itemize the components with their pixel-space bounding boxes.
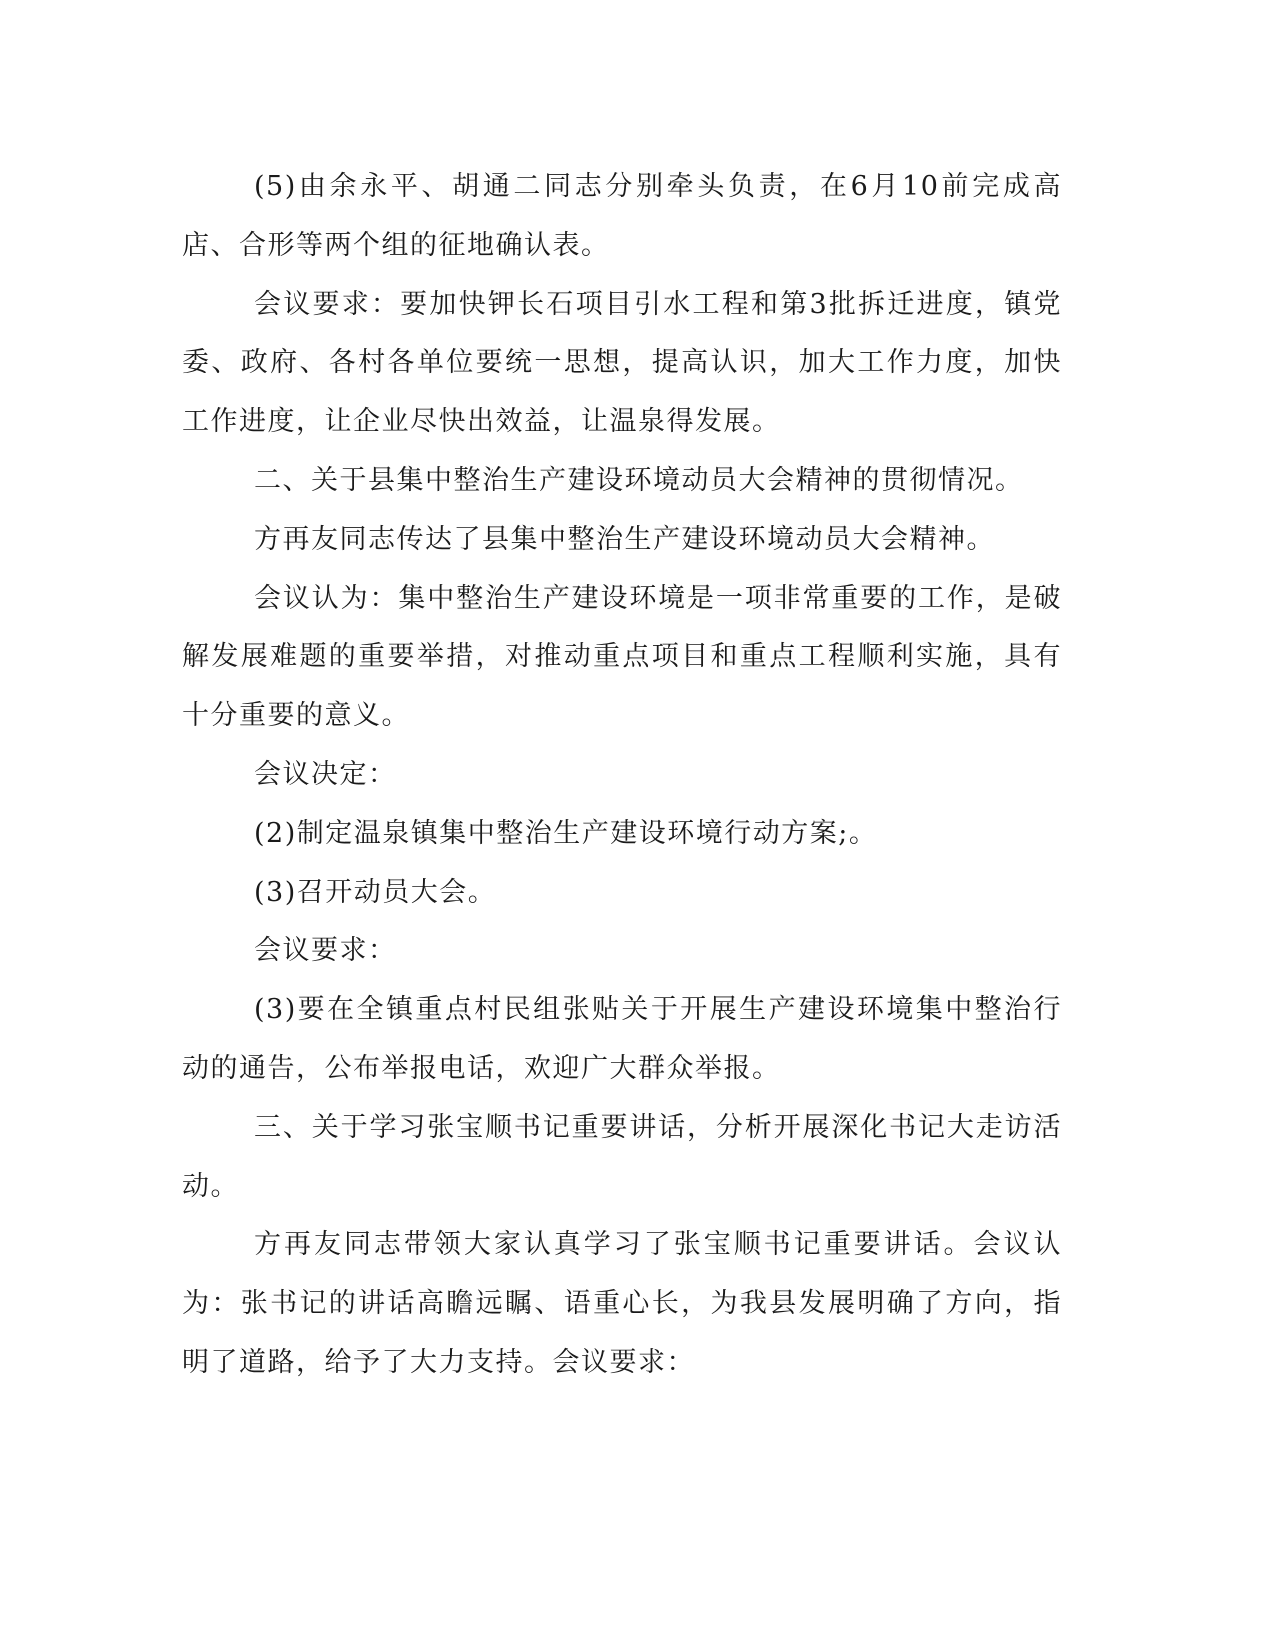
paragraph-item-5-land-confirmation: (5)由余永平、胡通二同志分别牵头负责，在6月10前完成高店、合形等两个组的征地确认表。 — [182, 171, 1062, 261]
paragraph-meeting-decision-label: 会议决定： — [254, 758, 397, 790]
paragraph-requirement-item-3: (3)要在全镇重点村民组张贴关于开展生产建设环境集中整治行动的通告，公布举报电话，欢迎广大群众举报。 — [182, 994, 1062, 1084]
paragraph-decision-item-3: (3)召开动员大会。 — [254, 876, 497, 908]
paragraph-convey-spirit: 方再友同志传达了县集中整治生产建设环境动员大会精神。 — [254, 523, 995, 555]
section-heading-two: 二、关于县集中整治生产建设环境动员大会精神的贯彻情况。 — [254, 464, 1024, 496]
paragraph-meeting-requirement-label: 会议要求： — [254, 935, 397, 967]
paragraph-meeting-opinion: 会议认为：集中整治生产建设环境是一项非常重要的工作，是破解发展难题的重要举措，对推动重点项目和重点工程顺利实施，具有十分重要的意义。 — [182, 582, 1062, 732]
section-heading-three: 三、关于学习张宝顺书记重要讲话，分析开展深化书记大走访活动。 — [182, 1111, 1062, 1202]
paragraph-meeting-requirement-progress: 会议要求：要加快钾长石项目引水工程和第3批拆迁进度，镇党委、政府、各村各单位要统一思想，提高认识，加大工作力度，加快工作进度，让企业尽快出效益，让温泉得发展。 — [182, 288, 1062, 438]
paragraph-study-speech: 方再友同志带领大家认真学习了张宝顺书记重要讲话。会议认为：张书记的讲话高瞻远瞩、语重心长，为我县发展明确了方向，指明了道路，给予了大力支持。会议要求： — [182, 1229, 1062, 1378]
document-body — [182, 158, 1062, 1393]
paragraph-decision-item-2: (2)制定温泉镇集中整治生产建设环境行动方案;。 — [254, 817, 878, 849]
